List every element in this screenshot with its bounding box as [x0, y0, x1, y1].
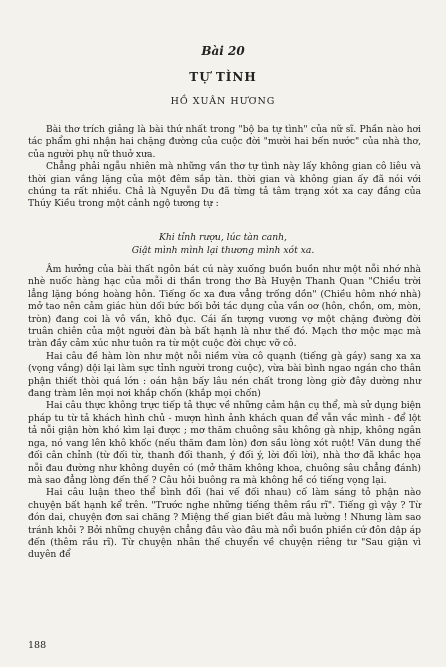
- analysis-paragraphs: [28, 264, 421, 562]
- lesson-label: Bài 20: [201, 44, 245, 58]
- paragraph: Hai câu đề hàm lòn như một nỗi niềm vừa cô quạnh (tiếng gà gáy) sang xa xa (vọng vắng) dội lại làm sực tỉnh người trong cuộc), vừa bài bình ngao ngán cho thân phận thiết thòi quá lớn : oán hận bấy lâu nén chất trong lòng giờ đây dường như đang tràm lên mọi nơi khắp chốn (khắp mọi chốn): [28, 350, 421, 400]
- paragraph: Âm hưởng của bài thất ngôn bát cú này xuống buồn buồn như một nỗi nhớ nhà nhè nuốc hàng hạc của mỗi di thần trong thơ Bà Huyện Thanh Quan "Chiều trời lẳng lặng bóng hoàng hôn. Tiếng ốc xa đưa vẳng trống dồn" (Chiều hôm nhớ nhà) mở tao nên cảm giác hùn dối bức bối bởi tác dụng của vần oơ (hôn, chồn, om, mòn, tròn) đang coi là vô vần, khô đục. Cái ấn tượng vương vợ một chặng đường đời truân chiên của một người đàn bà bất hạnh là như thế đó. Mạch thơ mộc mạc mà tràn đầy cảm xúc như tuôn ra từ một cuộc đời chực vỡ cỏ.: [28, 264, 421, 350]
- author-name: HỒ XUÂN HƯƠNG: [170, 96, 276, 107]
- paragraph: Hai câu luận theo thể bình đối (hai vế đối nhau) cố làm sáng tỏ phận nào chuyện bất hạnh kể trên. "Trước nghe những tiếng thêm rầu rĩ". Tiếng gì vậy ? Từ đón dai, chuyện đơn sai chăng ? Miệng thế gian biết đâu mà lường ! Nhưng làm sao tránh khỏi ? Bởi những chuyện chẳng đâu vào đâu mà nổi buồn phiền cứ đôn dập áp đến (thêm rầu rĩ). Từ chuyện nhân thế chuyển về chuyện riêng tư "Sau giận vì duyên để: [28, 487, 421, 561]
- poem-title: TỰ TÌNH: [189, 70, 257, 84]
- verse-line: Giật mình mình lại thương mình xót xa.: [131, 244, 315, 256]
- quoted-verse: [0, 232, 446, 257]
- paragraph: Hai câu thực không trực tiếp tả thực về những cảm hận cụ thể, mà sử dụng biện pháp tu từ tả khách hình chủ - mượn hình ảnh khách quan để vẫn vắc mình - để lột tả nỗi giận hờn khó kìm lại được ; mơ thăm chuông sâu không gà nhịp, không ngân nga, nó vang lên khô khốc (nếu thăm đam lòn) đơn sầu lòng xót ruột! Văn dung thế đối cân chỉnh (từ đối từ, thanh đối thanh, ý đối ý, lời đối lời), nhà thơ đã khắc họa nỗi đau đường như không duyên có (mở thăm không khoa, chuông sâu chẳng đánh) mà sao đẳng lòng đến thế ? Câu hỏi buông ra mà không hề có tiếng vọng lại.: [28, 400, 421, 486]
- page-number: 188: [28, 640, 47, 651]
- verse-line: Khi tỉnh rượu, lúc tàn canh,: [159, 232, 287, 243]
- paragraph: Chẳng phải ngẫu nhiên mà những vần thơ tự tình này lấy không gian cô liêu và thời gian vắng lặng của một đêm sắp tàn. thời gian và không gian ấy đã nói với chúng ta rất nhiều. Chả là Nguyễn Du đã từng tả tâm trạng xót xa cay đắng của Thúy Kiều trong một cảnh ngộ tương tự :: [28, 161, 421, 210]
- paragraph: Bài thơ trích giảng là bài thứ nhất trong "bộ ba tự tình" của nữ sĩ. Phần nào hơi tác phẩm ghi nhận hai chặng đường của cuộc đời "mười hai bến nước" của nhà thơ, của người phụ nữ thuở xưa.: [28, 124, 421, 160]
- intro-paragraphs: [28, 124, 421, 211]
